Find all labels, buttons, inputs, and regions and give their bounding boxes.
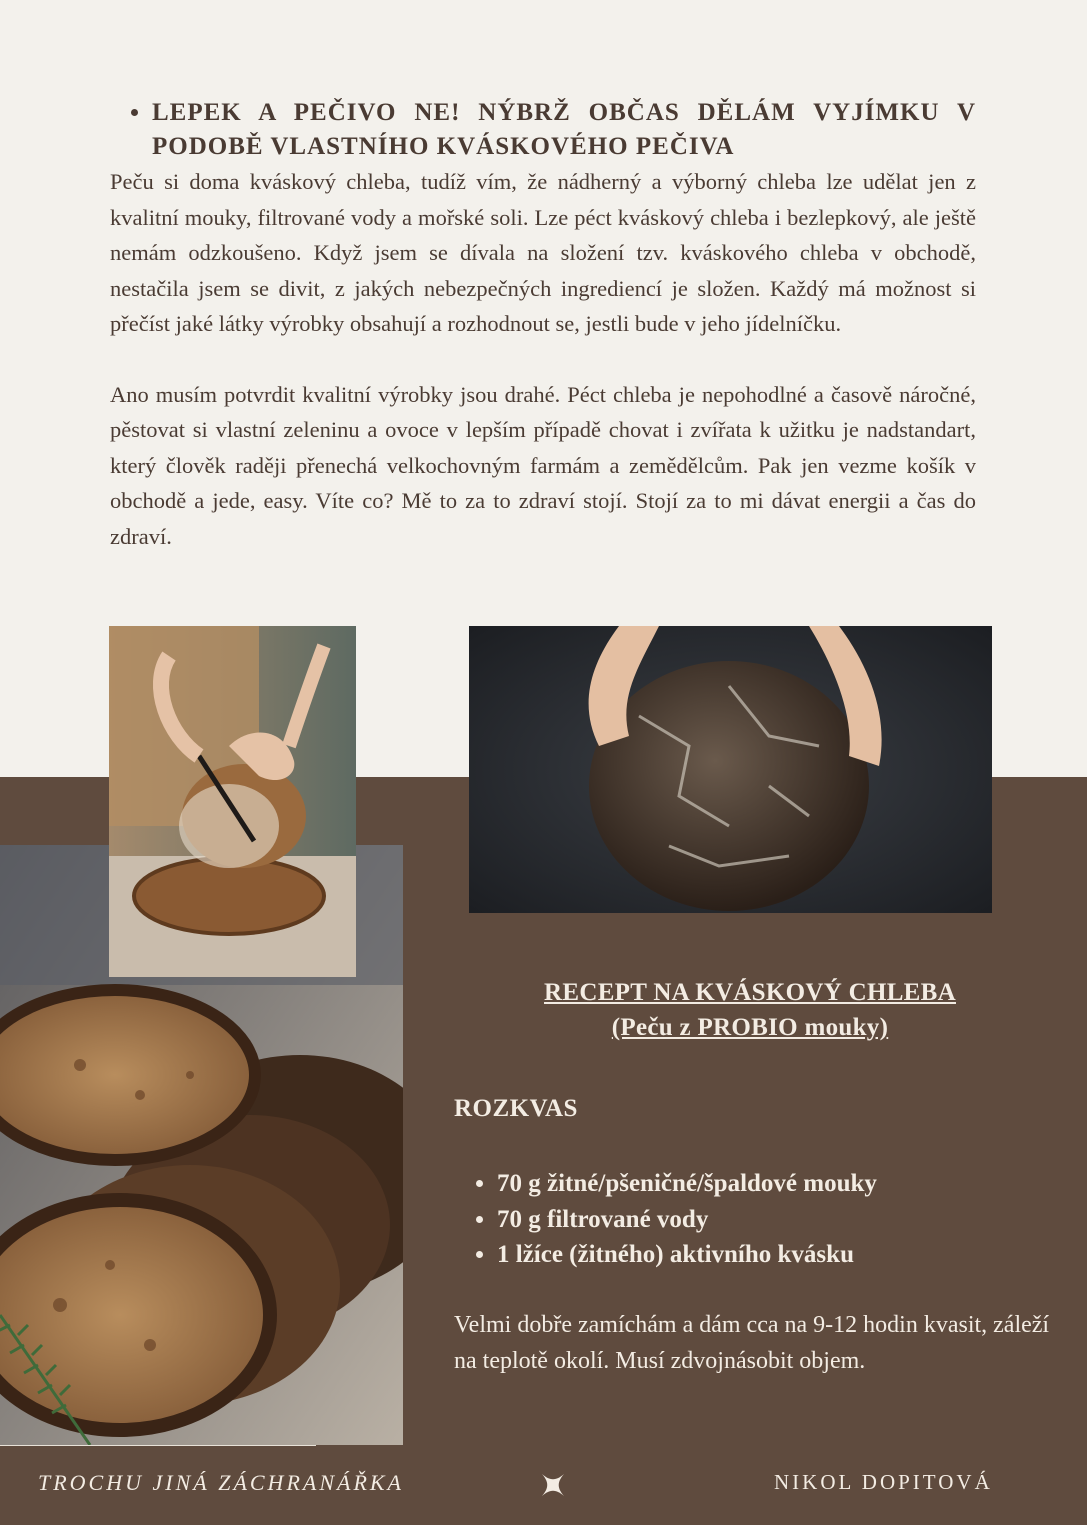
section-heading: • LEPEK A PEČIVO NE! NÝBRŽ OBČAS DĚLÁM VYJÍMKU V PODOBĚ VLASTNÍHO KVÁSKOVÉHO PEČIVA — [152, 96, 976, 164]
article-paragraph: Peču si doma kváskový chleba, tudíž vím, že nádherný a výborný chleba lze udělat jen z kvalitní mouky, filtrované vody a mořské soli. Lze péct kváskový chleba i bezlepkový, ale ještě nemám odzkoušeno. Když jsem se dívala na složení tzv. kváskového chleba v obchodě, nestačila jsem se divit, z jakých nebezpečných ingrediencí je složen. Každý má možnost si přečíst jaké látky výrobky obsahují a rozhodnout se, jestli bude v jeho jídelníčku. — [110, 169, 976, 336]
footer-brand: TROCHU JINÁ ZÁCHRANÁŘKA — [38, 1470, 404, 1495]
recipe-method: Velmi dobře zamíchám a dám cca na 9-12 hodin kvasit, záleží na teplotě okolí. Musí zdvojnásobit objem. — [454, 1312, 1050, 1374]
holding-bread-photo — [469, 626, 992, 913]
ingredient-item: • 1 lžíce (žitného) aktivního kvásku — [497, 1237, 877, 1273]
article-paragraph: Ano musím potvrdit kvalitní výrobky jsou drahé. Péct chleba je nepohodlné a časově náročné, pěstovat si vlastní zeleninu a ovoce v lepším případě chovat i zvířata k užitku je nadstandart, který člověk raději přenechá velkochovným farmám a zemědělcům. Pak jen vezme košík v obchodě a jede, easy. Víte co? Mě to za to zdraví stojí. Stojí za to mi dávat energii a čas do zdraví. — [110, 381, 976, 549]
rozkvas-heading: ROZKVAS — [454, 1095, 578, 1122]
ingredients-list — [454, 1166, 877, 1273]
four-point-star-icon — [540, 1472, 566, 1498]
recipe-title-block — [440, 975, 1060, 1045]
cutting-bread-photo — [109, 626, 356, 977]
recipe-subtitle: (Peču z PROBIO mouky) — [611, 1014, 889, 1041]
footer-author: NIKOL DOPITOVÁ — [774, 1470, 993, 1494]
ingredient-item: • 70 g filtrované vody — [497, 1202, 877, 1238]
ingredient-item: • 70 g žitné/pšeničné/špaldové mouky — [497, 1166, 877, 1202]
section-heading-list — [110, 96, 976, 164]
recipe-title: RECEPT NA KVÁSKOVÝ CHLEBA — [544, 979, 956, 1006]
article-section — [110, 96, 976, 554]
